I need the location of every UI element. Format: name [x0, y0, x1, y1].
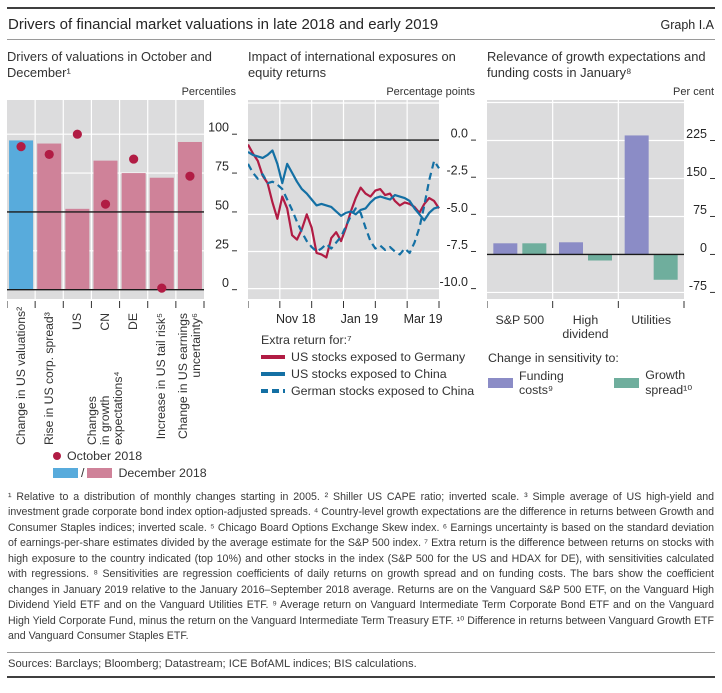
legend-left-panel — [7, 449, 237, 480]
svg-text:-5.0: -5.0 — [446, 200, 468, 215]
german-china-dashed-swatch — [261, 389, 285, 393]
sources-rule — [7, 652, 715, 653]
rotated-category-label: Change in US earnings uncertainty⁶ — [176, 313, 203, 440]
svg-text:0: 0 — [222, 276, 229, 291]
sensitivities-bar-chart — [487, 100, 715, 311]
svg-text:225: 225 — [686, 127, 707, 142]
legend-item-october — [53, 449, 237, 463]
svg-text:75: 75 — [693, 202, 707, 217]
y-axis-unit-label: Percentiles — [181, 86, 236, 98]
exposures-line-chart — [248, 100, 476, 329]
funding-costs-swatch — [488, 378, 513, 388]
legend-item-german-china — [261, 384, 476, 398]
legend-items-row — [488, 368, 715, 397]
panel-title: Drivers of valuations in October and December¹ — [7, 49, 212, 81]
svg-text:Nov 18: Nov 18 — [275, 312, 316, 326]
svg-text:-2.5: -2.5 — [446, 163, 468, 178]
rotated-category-label: Rise in US corp. spread³ — [41, 312, 56, 445]
rotated-category-label: CN — [98, 313, 113, 331]
bottom-rule — [7, 676, 715, 678]
svg-text:Jan 19: Jan 19 — [340, 312, 379, 326]
header-rule — [7, 39, 715, 40]
chart-panels — [7, 49, 715, 480]
svg-text:100: 100 — [208, 120, 229, 135]
svg-text:-75: -75 — [688, 278, 707, 293]
germany-line-swatch — [261, 355, 285, 359]
footnotes: ¹ Relative to a distribution of monthly changes starting in 2005. ² Shiller US CAPE ratio; inverted scale. ³ Simple average of US high-yield and investment grade corporate bond index option-adjusted spreads. ⁴ Country-level growth expectations are the difference in returns between Growth and Consumer Staples indices; inverted scale. ⁵ Chicago Board Options Exchange Skew index. ⁶ Earnings uncertainty is based on the standard deviation of earnings-per-share estimates divided by the average estimate for the S&P 500 index. ⁷ Extra return is the difference between returns on stocks with high exposure to the country indicated (top 10%) and other stocks in the index (S&P 500 for the US and HDAX for DE), with sensitivities calculated with regressions. ⁸ Sensitivities are regression coefficients of daily returns on growth spread and on funding costs. The bars show the coefficient changes in January 2019 relative to the January 2016–September 2018 average. Returns are on the Vanguard S&P 500 ETF, on the Vanguard High Dividend Yield ETF and on the Vanguard Utilities ETF. ⁹ Average return on Vanguard Intermediate Term Corporate Bond ETF and on the Vanguard High Yield Corporate Fund, minus the return on the Vanguard Intermediate Term Treasury ETF. ¹⁰ Difference in returns between Vanguard Growth ETF and Vanguard Consumer Staples ETF. — [8, 491, 714, 643]
october-dot-swatch — [53, 452, 61, 460]
panel-title: Relevance of growth expectations and funding costs in January⁸ — [487, 49, 706, 81]
category-label: High dividend — [562, 313, 609, 341]
legend-item-germany — [261, 350, 476, 364]
growth-spread-swatch — [614, 378, 639, 388]
rotated-category-label: DE — [126, 313, 141, 330]
svg-text:75: 75 — [215, 159, 229, 174]
valuation-drivers-bar-chart — [7, 100, 237, 311]
svg-text:0: 0 — [700, 240, 707, 255]
legend-label-growth-spread: Growth spread¹⁰ — [645, 368, 693, 397]
category-label: S&P 500 — [495, 313, 545, 327]
legend-item-december — [53, 466, 237, 480]
svg-text:25: 25 — [215, 237, 229, 252]
legend-label-december: December 2018 — [118, 466, 207, 480]
legend-item-growth-spread — [614, 368, 715, 397]
sources-line: Sources: Barclays; Bloomberg; Datastream; ICE BofAML indices; BIS calculations. — [8, 657, 417, 670]
y-axis-unit-label: Percentage points — [386, 86, 475, 98]
category-axis-labels — [487, 313, 715, 345]
legend-item-funding-costs — [488, 369, 582, 397]
legend-label-october: October 2018 — [67, 449, 143, 463]
svg-text:50: 50 — [215, 198, 229, 213]
figure-title: Drivers of financial market valuations in late 2018 and early 2019 — [8, 16, 439, 33]
swatch-separator: / — [81, 466, 85, 480]
svg-text:-10.0: -10.0 — [439, 275, 468, 290]
y-axis-unit-label: Per cent — [673, 86, 714, 98]
china-line-swatch — [261, 372, 285, 376]
legend-item-china — [261, 367, 476, 381]
december-pink-swatch — [87, 468, 112, 478]
svg-text:0.0: 0.0 — [450, 126, 468, 141]
panel-title: Impact of international exposures on equity returns — [248, 49, 456, 81]
category-label: Utilities — [631, 313, 672, 327]
legend-label-funding-costs: Funding costs⁹ — [519, 368, 564, 397]
category-axis-labels — [7, 306, 237, 445]
rotated-category-label: Increase in US tail risk⁵ — [154, 313, 169, 440]
december-blue-swatch — [53, 468, 78, 478]
graph-number-label: Graph I.A — [660, 18, 714, 32]
legend-middle-panel — [248, 333, 476, 398]
legend-right-panel — [487, 351, 715, 397]
legend-heading: Extra return for:⁷ — [261, 333, 352, 347]
legend-label-china: US stocks exposed to China — [291, 367, 447, 381]
legend-label-german-china: German stocks exposed to China — [291, 384, 475, 398]
svg-text:150: 150 — [686, 164, 707, 179]
svg-text:Mar 19: Mar 19 — [403, 312, 443, 326]
rotated-category-label: Change in US valuations² — [13, 306, 28, 445]
rotated-category-label: US — [69, 313, 84, 330]
rotated-category-label: Changes in growth expectations⁴ — [85, 371, 125, 445]
panel-international-exposures — [248, 49, 476, 480]
legend-label-germany: US stocks exposed to Germany — [291, 350, 466, 364]
svg-text:-7.5: -7.5 — [446, 237, 468, 252]
legend-heading: Change in sensitivity to: — [488, 351, 619, 365]
panel-valuation-drivers — [7, 49, 237, 480]
panel-sensitivities — [487, 49, 715, 480]
figure-header — [7, 9, 715, 39]
